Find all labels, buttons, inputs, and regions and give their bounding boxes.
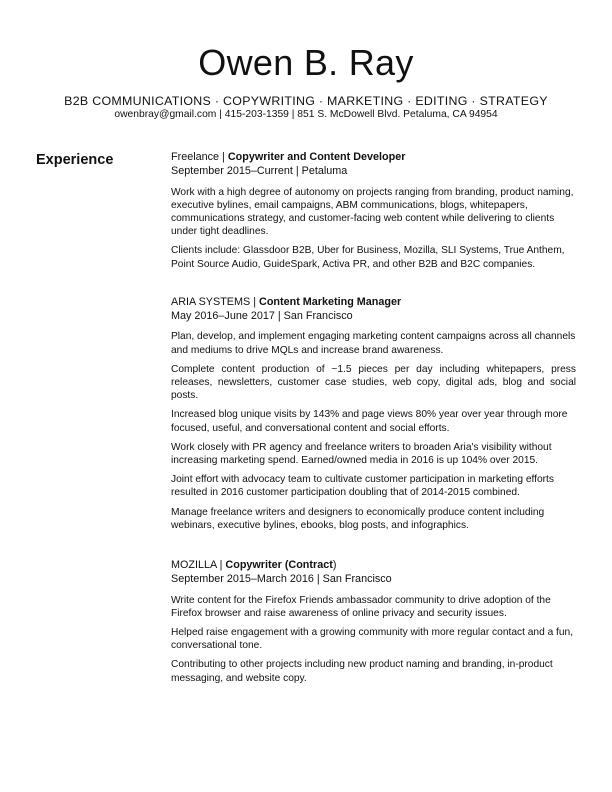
job-aria-systems — [171, 296, 576, 532]
job-description: Helped raise engagement with a growing community with more regular contact and a fun, conversational tone. — [171, 627, 574, 652]
job-separator: | — [250, 295, 260, 308]
contact-info: owenbray@gmail.com | 415-203-1359 | 851 S. McDowell Blvd. Petaluma, CA 94954 — [114, 109, 498, 120]
job-separator: | — [216, 559, 226, 572]
job-description: Work closely with PR agency and freelance writers to broaden Aria's visibility without increasing marketing spend. Earned/owned media in 2016 is up 104% over 2015. — [171, 441, 552, 467]
job-description: Plan, develop, and implement engaging marketing content campaigns across all channels and mediums to drive MQLs and increase brand awareness. — [171, 331, 576, 356]
job-separator: | — [219, 151, 228, 163]
experience-content — [171, 151, 576, 691]
job-description: Work with a high degree of autonomy on projects ranging from branding, product naming, executive bylines, email campaigns, ABM communications, blogs, whitepapers, communications strategy, and customer-facing web content while delivering to clients under tight deadlines. — [171, 186, 574, 238]
job-mozilla — [171, 559, 576, 685]
spacer — [171, 277, 576, 296]
job-description: Joint effort with advocacy team to cultivate customer participation in marketing efforts resulted in 2016 customer participation doubling that of 2014-2015 combined. — [171, 474, 554, 499]
job-description: Clients include: Glassdoor B2B, Uber for Business, Mozilla, SLI Systems, True Anthem, Point Source Audio, GuideSpark, Activa PR, and other B2B and B2C companies. — [171, 245, 565, 270]
job-description: Increased blog unique visits by 143% and page views 80% year over year through more focused, useful, and conversational content and social efforts. — [171, 409, 568, 434]
job-header — [171, 296, 576, 310]
job-dates-location: September 2015–March 2016 | San Francisco — [171, 572, 392, 585]
job-company: Freelance — [171, 151, 220, 163]
job-freelance — [171, 151, 576, 271]
job-role: Copywriter and Content Developer — [227, 151, 406, 163]
job-description: Contributing to other projects including new product naming and branding, in-product messaging, and website copy. — [171, 659, 553, 684]
resume-tagline: B2B COMMUNICATIONS · COPYWRITING · MARKETING · EDITING · STRATEGY — [64, 94, 548, 108]
job-dates-location: September 2015–Current | Petaluma — [171, 164, 348, 177]
job-company: ARIA SYSTEMS — [171, 295, 251, 308]
job-dates-location: May 2016–June 2017 | San Francisco — [171, 309, 353, 322]
job-role: Copywriter (Contract — [225, 559, 333, 572]
job-description: Manage freelance writers and designers to economically produce content including webinars, executive bylines, ebooks, blog posts, and infographics. — [171, 506, 545, 531]
job-role-suffix: ) — [332, 559, 337, 572]
spacer — [171, 538, 576, 559]
job-role: Content Marketing Manager — [259, 295, 402, 308]
job-header — [171, 151, 576, 165]
resume-name: Owen B. Ray — [198, 42, 414, 83]
job-description: Complete content production of ~1.5 pieces per day including whitepapers, press releases, newsletters, customer case studies, web copy, digital ads, blog and social posts. — [171, 363, 576, 402]
job-description: Write content for the Firefox Friends ambassador community to drive adoption of the Firefox browser and raise awareness of online privacy and security issues. — [171, 594, 551, 619]
job-header — [171, 559, 576, 573]
section-title-experience: Experience — [36, 152, 114, 168]
job-company: MOZILLA — [171, 559, 217, 572]
